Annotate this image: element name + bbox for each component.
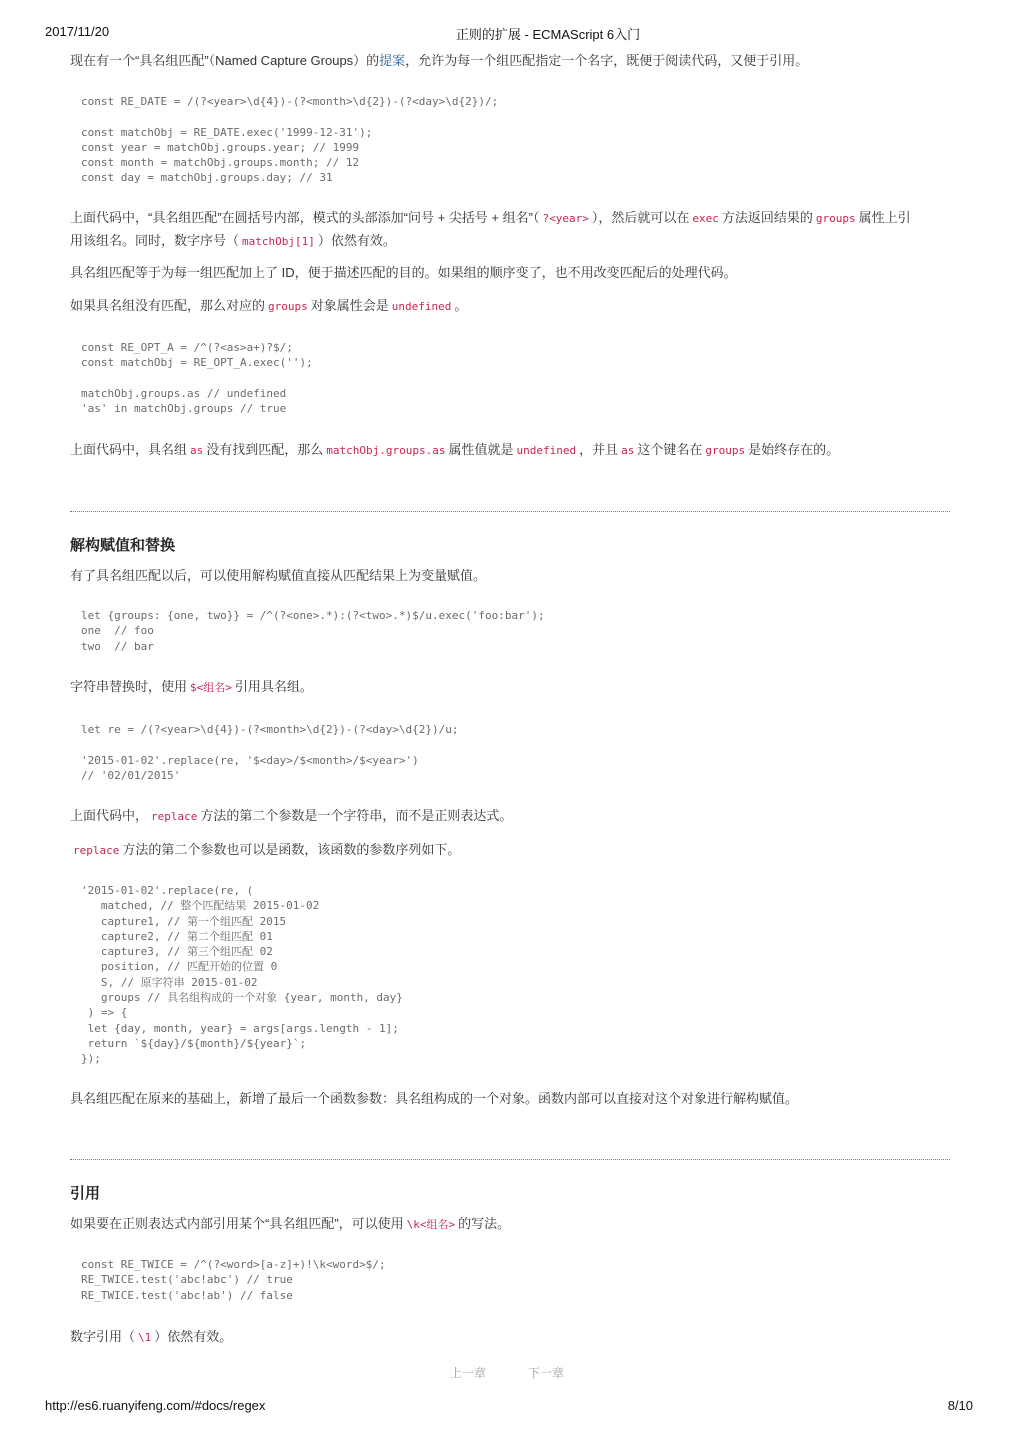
paragraph-replace [70,676,950,699]
code-line: matchObj.groups.as // undefined [81,386,287,400]
footer-page-number: 8/10 [947,1398,973,1413]
code-block-re-twice [70,1257,941,1303]
text: 没有找到匹配，那么 [206,442,324,457]
text: 上面代码中， [70,808,149,823]
code-line: let {day, month, year} = args[args.length - 1]; [81,1021,399,1035]
paragraph-destructuring: 有了具名组匹配以后，可以使用解构赋值直接从匹配结果上为变量赋值。 [70,568,487,583]
paragraph-undefined [70,295,950,318]
inline-code: $<组名> [190,681,232,694]
code-line: groups // 具名组构成的一个对象 {year, month, day} [81,991,403,1005]
chapter-pager [450,1364,606,1381]
text: 用该组名。同时，数字序号（ [70,233,240,248]
code-line: capture1, // 第一个组匹配 2015 [81,914,287,928]
inline-code: matchObj[1] [242,235,315,248]
code-line: 'as' in matchObj.groups // true [81,402,287,416]
code-line: const matchObj = RE_OPT_A.exec(''); [81,356,313,370]
code-line: return `${day}/${month}/${year}`; [81,1036,307,1050]
code-line: let {groups: {one, two}} = /^(?<one>.*):(?<two>.*)$/u.exec('foo:bar'); [81,609,545,622]
inline-code: ?<year> [542,212,589,225]
code-line: const RE_DATE = /(?<year>\d{4})-(?<month>\d{2})-(?<day>\d{2})/; [81,95,499,108]
code-line: '2015-01-02'.replace(re, '$<day>/$<month>/$<year>') [81,753,419,767]
code-line: }); [81,1052,101,1066]
text: ，并且 [579,442,619,457]
paragraph-as [70,439,950,462]
inline-code: replace [151,810,198,823]
code-line: position, // 匹配开始的位置 0 [81,960,278,974]
text: 属性值就是 [448,442,514,457]
inline-code: as [190,444,204,457]
code-line: const RE_TWICE = /^(?<word>[a-z]+)!\k<word>$/; [81,1258,386,1271]
code-line: const month = matchObj.groups.month; // 12 [81,156,360,170]
paragraph-id: 具名组匹配等于为每一组匹配加上了 ID，便于描述匹配的目的。如果组的顺序变了，也不用改变匹配后的处理代码。 [70,265,737,280]
text: 数字引用（ [70,1329,136,1344]
footer-url: http://es6.ruanyifeng.com/#docs/regex [45,1398,266,1413]
code-block-destructuring [70,608,941,654]
text: ），然后就可以在 [591,210,690,225]
text: 如果要在正则表达式内部引用某个“具名组匹配”，可以使用 [70,1216,404,1231]
text: 是始终存在的。 [748,442,840,457]
code-line: one // foo [81,624,154,638]
code-line: // '02/01/2015' [81,768,181,782]
code-line: const RE_OPT_A = /^(?<as>a+)?$/; [81,341,293,354]
code-line: matched, // 整个匹配结果 2015-01-02 [81,899,320,913]
paragraph-numeric-ref [70,1326,950,1349]
code-line: capture3, // 第三个组匹配 02 [81,945,273,959]
code-line: let re = /(?<year>\d{4})-(?<month>\d{2})-(?<day>\d{2})/u; [81,723,459,736]
text: 对象属性会是 [310,298,389,313]
header-date: 2017/11/20 [45,24,110,39]
text: 上面代码中，“具名组匹配”在圆括号内部，模式的头部添加“问号 + 尖括号 + 组名”（ [70,210,540,225]
code-line: ) => { [81,1006,128,1020]
text: 方法的第二个参数也可以是函数，该函数的参数序列如下。 [122,842,461,857]
code-line [81,371,941,386]
text: ）依然有效。 [154,1329,233,1344]
inline-code: groups [815,212,856,225]
text: 引用具名组。 [234,679,313,694]
code-line: RE_TWICE.test('abc!ab') // false [81,1288,293,1302]
text: 方法的第二个参数是一个字符串，而不是正则表达式。 [200,808,513,823]
code-line [81,737,941,752]
inline-code: groups [705,444,746,457]
section-divider [70,1159,950,1160]
header-title: 正则的扩展 - ECMAScript 6入门 [455,27,641,42]
inline-code: \1 [138,1331,152,1344]
text: 。 [454,298,468,313]
text: 属性上引 [858,210,911,225]
section-heading-reference: 引用 [70,1185,101,1202]
prev-chapter-link[interactable]: 上一章 [450,1366,487,1380]
paragraph-replace-string [70,805,950,828]
text: 的写法。 [458,1216,511,1231]
proposal-link[interactable]: 提案 [379,53,406,68]
code-line: const year = matchObj.groups.year; // 1999 [81,140,360,154]
text: 上面代码中，具名组 [70,442,188,457]
inline-code: undefined [516,444,577,457]
paragraph-intro [70,50,950,72]
paragraph-backreference [70,1213,950,1236]
paragraph-replace-function [70,839,950,862]
text: ，允许为每一个组匹配指定一个名字，既便于阅读代码，又便于引用。 [405,53,809,68]
code-line [81,109,941,124]
inline-code: as [621,444,635,457]
inline-code: replace [73,844,120,857]
text: 方法返回结果的 [721,210,813,225]
text: 现在有一个“具名组匹配”（Named Capture Groups）的 [70,53,380,68]
next-chapter-link[interactable]: 下一章 [528,1366,565,1380]
code-line: RE_TWICE.test('abc!abc') // true [81,1273,293,1287]
code-line: two // bar [81,639,154,653]
code-block-replace-function [70,883,941,1067]
inline-code: matchObj.groups.as [326,444,446,457]
code-block-re-date [70,94,941,186]
code-line: capture2, // 第二个组匹配 01 [81,929,273,943]
code-line: const matchObj = RE_DATE.exec('1999-12-31'); [81,125,373,139]
section-divider [70,511,950,512]
text: ）依然有效。 [317,233,396,248]
inline-code: undefined [391,300,452,313]
code-line: '2015-01-02'.replace(re, ( [81,884,254,897]
inline-code: \k<组名> [406,1218,456,1231]
section-heading-destructuring: 解构赋值和替换 [70,537,176,554]
paragraph-last-arg: 具名组匹配在原来的基础上，新增了最后一个函数参数：具名组构成的一个对象。函数内部可以直接对这个对象进行解构赋值。 [70,1091,799,1106]
text: 如果具名组没有匹配，那么对应的 [70,298,266,313]
inline-code: exec [692,212,719,225]
code-block-re-opt [70,340,941,416]
text: 字符串替换时，使用 [70,679,188,694]
code-block-replace [70,722,941,783]
text: 这个键名在 [637,442,703,457]
inline-code: groups [268,300,308,313]
paragraph-explain-groups [70,207,950,253]
code-line: const day = matchObj.groups.day; // 31 [81,171,333,185]
code-line: S, // 原字符串 2015-01-02 [81,975,258,989]
